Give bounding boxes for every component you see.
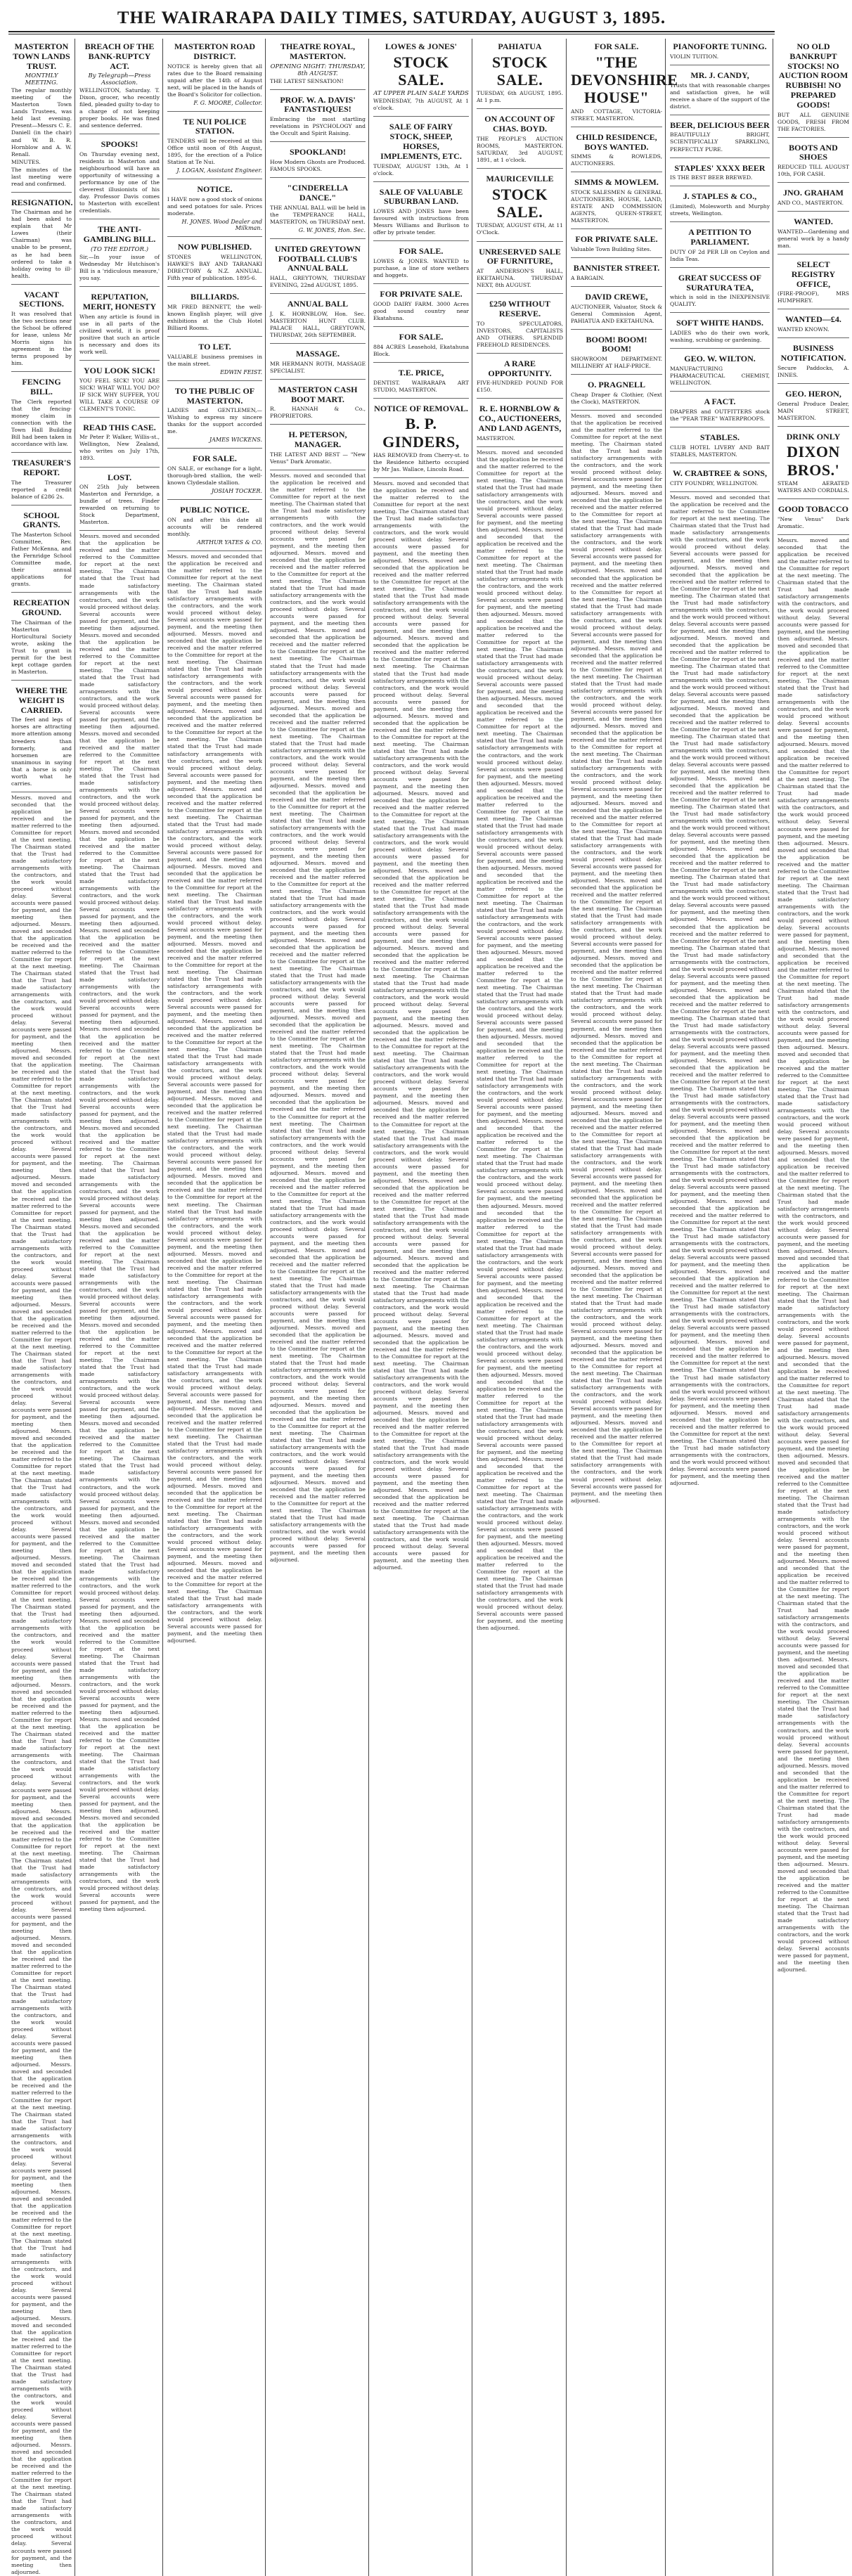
article-heading: ON ACCOUNT OF CHAS. BOYD. xyxy=(484,114,555,134)
article-text: LADIES who do their own work, washing, scrubbing or gardening. xyxy=(670,330,770,344)
article-heading: THE ANTI-GAMBLING BILL. xyxy=(83,224,156,245)
article-text: The feet and legs of horses are attracting more attention among breeders than formerly, and horsemen are unanimous in saying that a horse is only worth what he carries. xyxy=(11,716,72,787)
article xyxy=(373,329,469,363)
column-3 xyxy=(164,39,266,2576)
article-heading: TO LET. xyxy=(198,341,231,352)
article-heading: UNITED GREYTOWN FOOTBALL CLUB'S ANNUAL BALL xyxy=(274,243,361,273)
article xyxy=(11,683,72,792)
article-heading: MASTERTON CASH BOOT MART. xyxy=(278,384,358,404)
article xyxy=(373,184,469,242)
article-heading: H. PETERSON, MANAGER. xyxy=(288,430,347,450)
article-text: Valuable Town Building Sites. xyxy=(571,246,652,253)
article xyxy=(270,92,366,143)
article-text: MR FRED BENNETT, the well-known English player, will give exhibitions at the Club Hotel Billiard Rooms. xyxy=(167,303,262,331)
article-text: How Modern Ghosts are Produced. FAMOUS SPOOKS. xyxy=(270,159,366,173)
article-text: AND CO., MASTERTON. xyxy=(777,200,844,207)
article-heading: LOWES & JONES' xyxy=(385,41,458,51)
article-heading: UNRESERVED SALE OF FURNITURE, xyxy=(479,246,561,266)
article-text: YOU FEEL SICK! YOU ARE SICK! WHAT WILL YOU DO? IF SICK WHY SUFFER, YOU WILL TAKE A COURSE OF CLEMENT'S TONIC. xyxy=(79,377,160,412)
article-heading: STAPLES' XXXX BEER xyxy=(674,162,766,173)
article-heading: YOU LOOK SICK! xyxy=(83,365,155,375)
article xyxy=(270,180,366,239)
article xyxy=(270,39,366,90)
article-text: IS THE BEST BEER BREWED. xyxy=(670,174,753,181)
article-signature: G. W. JONES, Hon. Sec. xyxy=(298,226,366,233)
article-text: BEAUTIFULLY BRIGHT, SCIENTIFICALLY SPARKLING, PERFECTLY PURE. xyxy=(670,131,770,153)
article-signature: J. LOGAN, Assistant Engineer. xyxy=(176,167,262,174)
article xyxy=(571,377,662,411)
article-text: A BARGAIN. xyxy=(571,274,605,281)
article-subheading: (TO THE EDITOR.) xyxy=(90,246,149,254)
article xyxy=(670,430,770,463)
article xyxy=(477,356,563,399)
article-heading: SELECT REGISTRY OFFICE, xyxy=(791,259,836,289)
article xyxy=(571,332,662,375)
article xyxy=(777,501,849,535)
article-heading: MASTERTON TOWN LANDS TRUST. xyxy=(13,41,70,71)
article xyxy=(477,244,563,295)
article-heading: J. STAPLES & CO., xyxy=(683,191,757,202)
column-4 xyxy=(267,39,369,2576)
article xyxy=(167,383,262,449)
article-display-heading: DIXON BROS.' xyxy=(787,443,840,479)
article-heading: SPOOKLAND! xyxy=(289,147,346,157)
article-heading: FENCING BILL. xyxy=(22,377,61,397)
article-subheading: MONTHLY MEETING. xyxy=(25,72,58,87)
article-text: Secure Paddocks, A. INNES. xyxy=(777,364,849,378)
article-text: I HAVE now a good stock of onions and seed potatoes for sale. Prices moderate. xyxy=(167,196,263,217)
article-signature: ARTHUR YATES & CO. xyxy=(197,539,262,546)
article xyxy=(777,185,849,212)
column-5 xyxy=(370,39,472,2576)
article-text: CITY FOUNDRY, WELLINGTON. xyxy=(670,479,759,487)
article-text: ON and after this date all accounts will be rendered monthly. xyxy=(167,517,262,538)
article xyxy=(477,39,563,109)
article-heading: MASSAGE. xyxy=(295,349,340,359)
article xyxy=(270,382,366,425)
article-heading: £250 WITHOUT RESERVE. xyxy=(489,299,550,318)
article-text: WEDNESDAY, 7th AUGUST, At 1 o'clock. xyxy=(373,98,469,112)
article xyxy=(79,420,160,468)
article-text: Sir,—In your issue of Wednesday Mr Hutchison's Bill is a 'ridiculous measure,' you say. xyxy=(79,254,160,282)
article-heading: BOOM! BOOM! BOOM! xyxy=(586,334,647,354)
article-heading: PROF. W. A. DAVIS' FANTASTIQUES! xyxy=(280,94,356,115)
article-text: MINUTES. xyxy=(11,158,41,165)
article xyxy=(167,502,262,551)
article-heading: BILLIARDS. xyxy=(190,292,240,302)
article-heading: THEATRE ROYAL, MASTERTON. xyxy=(280,41,356,61)
article xyxy=(270,427,366,470)
article-text: (Limited), Molesworth and Murphy streets, Wellington. xyxy=(670,203,770,217)
article-text: AUCTIONEER, Valuator, Stock & General Commission Agent, PAHIATUA AND EKETAHUNA. xyxy=(571,303,662,324)
article xyxy=(571,260,662,287)
article-text: 884 ACRES Leasehold, Ekatahuna Block. xyxy=(373,343,469,357)
column-body-type: Messrs. moved and seconded that the application be received and the matter referred to the Committee for report at the next meeting. The Chairman stated that the Trust had made satisfactory arrangements with the contractors, and the work would proceed without delay. Several accounts were passed for payment, and the meeting then adjourned. Messrs. moved and seconded that the application be received and the matter referred to the Committee for report at the next meeting. The Chairman stated that the Trust had made satisfactory arrangements with the contractors, and the work would proceed without delay. Several accounts were passed for payment, and the meeting then adjourned. Messrs. moved and seconded that the application be received and the matter referred to the Committee for report at the next meeting. The Chairman stated that the Trust had made satisfactory arrangements with the contractors, and the work would proceed without delay. Several accounts were passed for payment, and the meeting then adjourned. Messrs. moved and seconded that the application be received and the matter referred to the Committee for report at the next meeting. The Chairman stated that the Trust had made satisfactory arrangements with the contractors, and the work would proceed without delay. Several accounts were passed for payment, and the meeting then adjourned. Messrs. moved and seconded that the application be received and the matter referred to the Committee for report at the next meeting. The Chairman stated that the Trust had made satisfactory arrangements with the contractors, and the work would proceed without delay. Several accounts were passed for payment, and the meeting then adjourned. Messrs. moved and seconded that the application be received and the matter referred to the Committee for report at the next meeting. The Chairman stated that the Trust had made satisfactory arrangements with the contractors, and the work would proceed without delay. Several accounts were passed for payment, and the meeting then adjourned. Messrs. moved and seconded that the application be received and the matter referred to the Committee for report at the next meeting. The Chairman stated that the Trust had made satisfactory arrangements with the contractors, and the work would proceed without delay. Several accounts were passed for payment, and the meeting then adjourned. Messrs. moved and seconded that the application be received and the matter referred to the Committee for report at the next meeting. The Chairman stated that the Trust had made satisfactory arrangements with the contractors, and the work would proceed without delay. Several accounts were passed for payment, and the meeting then adjourned. Messrs. moved and seconded that the application be received and the matter referred to the Committee for report at the next meeting. The Chairman stated that the Trust had made satisfactory arrangements with the contractors, and the work would proceed without delay. Several accounts were passed for payment, and the meeting then adjourned. Messrs. moved and seconded that the application be received and the matter referred to the Committee for report at the next meeting. The Chairman stated that the Trust had made satisfactory arrangements with the contractors, and the work would proceed without delay. Several accounts were passed for payment, and the meeting then adjourned. Messrs. moved and seconded that the application be received and the matter referred to the Committee for report at the next meeting. The Chairman stated that the Trust had made satisfactory arrangements with the contractors, and the work would proceed without delay. Several accounts were passed for payment, and the meeting then adjourned. Messrs. moved and seconded that the application be received and the matter referred to the Committee for report at the next meeting. The Chairman stated that the Trust had made satisfactory arrangements with the contractors, and the work would proceed without delay. Several accounts were passed for payment, and the meeting then adjourned. Messrs. moved and seconded that the application be received and the matter referred to the Committee for report at the next meeting. The Chairman stated that the Trust had made satisfactory arrangements with the contractors, and the work would proceed without delay. Several accounts were passed for payment, and the meeting then adjourned. Messrs. moved and seconded that the application be received and the matter referred to the Committee for report at the next meeting. The Chairman stated that the Trust had made satisfactory arrangements with the contractors, and the work would proceed without delay. Several accounts were passed for payment, and the meeting then adjourned. xyxy=(670,494,770,1486)
article-text: LADIES and GENTLEMEN,—Wishing to express my sincere thanks for the support accorded me. xyxy=(167,407,262,435)
column-1 xyxy=(8,39,75,2576)
article-subheading: AT UPPER PLAIN SALE YARDS xyxy=(373,90,469,98)
article-heading: GREAT SUCCESS OF SURATURA TEA, xyxy=(678,272,762,292)
article-heading: NO OLD BANKRUPT STOCKS! NO AUCTION ROOM RUBBISH! NO PREPARED GOODS! xyxy=(778,41,848,110)
article-heading: RESIGNATION. xyxy=(11,197,73,207)
article xyxy=(79,363,160,418)
article-heading: JNO. GRAHAM xyxy=(783,188,844,198)
article xyxy=(11,287,72,373)
article xyxy=(373,243,469,284)
article-text: DRAPERS and OUTFITTERS stock the "PEAR TREE" WATERPROOFS. xyxy=(670,408,770,422)
columns xyxy=(8,39,849,2575)
article-text: The Treasurer reported a credit balance of £286 2s. xyxy=(11,479,72,500)
article xyxy=(670,188,770,222)
article-heading: REPUTATION, MERIT, HONESTY xyxy=(82,292,157,311)
article xyxy=(167,289,262,337)
article-heading: CHILD RESIDENCE, BOYS WANTED. xyxy=(576,131,657,152)
article xyxy=(777,429,849,499)
article xyxy=(477,296,563,354)
article xyxy=(373,365,469,399)
article-heading: SCHOOL GRANTS. xyxy=(22,510,60,530)
article-heading: TE NUI POLICE STATION. xyxy=(183,116,247,136)
article-heading: FOR SALE. xyxy=(193,453,237,464)
article-text: WELLINGTON, Saturday. T. Dixon, grocer, who recently filed, pleaded guilty to-day to a charge of not keeping proper books. He was fined and sentence deferred. xyxy=(79,87,160,129)
article-heading: BEER, DELICIOUS BEER xyxy=(670,120,770,130)
article-text: BUT ALL GENUINE GOODS, FRESH FROM THE FACTORIES. xyxy=(777,111,849,132)
column-body-type: Messrs. moved and seconded that the application be received and the matter referred to the Committee for report at the next meeting. The Chairman stated that the Trust had made satisfactory arrangements with the contractors, and the work would proceed without delay. Several accounts were passed for payment, and the meeting then adjourned. Messrs. moved and seconded that the application be received and the matter referred to the Committee for report at the next meeting. The Chairman stated that the Trust had made satisfactory arrangements with the contractors, and the work would proceed without delay. Several accounts were passed for payment, and the meeting then adjourned. Messrs. moved and seconded that the application be received and the matter referred to the Committee for report at the next meeting. The Chairman stated that the Trust had made satisfactory arrangements with the contractors, and the work would proceed without delay. Several accounts were passed for payment, and the meeting then adjourned. Messrs. moved and seconded that the application be received and the matter referred to the Committee for report at the next meeting. The Chairman stated that the Trust had made satisfactory arrangements with the contractors, and the work would proceed without delay. Several accounts were passed for payment, and the meeting then adjourned. Messrs. moved and seconded that the application be received and the matter referred to the Committee for report at the next meeting. The Chairman stated that the Trust had made satisfactory arrangements with the contractors, and the work would proceed without delay. Several accounts were passed for payment, and the meeting then adjourned. Messrs. moved and seconded that the application be received and the matter referred to the Committee for report at the next meeting. The Chairman stated that the Trust had made satisfactory arrangements with the contractors, and the work would proceed without delay. Several accounts were passed for payment, and the meeting then adjourned. Messrs. moved and seconded that the application be received and the matter referred to the Committee for report at the next meeting. The Chairman stated that the Trust had made satisfactory arrangements with the contractors, and the work would proceed without delay. Several accounts were passed for payment, and the meeting then adjourned. Messrs. moved and seconded that the application be received and the matter referred to the Committee for report at the next meeting. The Chairman stated that the Trust had made satisfactory arrangements with the contractors, and the work would proceed without delay. Several accounts were passed for payment, and the meeting then adjourned. Messrs. moved and seconded that the application be received and the matter referred to the Committee for report at the next meeting. The Chairman stated that the Trust had made satisfactory arrangements with the contractors, and the work would proceed without delay. Several accounts were passed for payment, and the meeting then adjourned. Messrs. moved and seconded that the application be received and the matter referred to the Committee for report at the next meeting. The Chairman stated that the Trust had made satisfactory arrangements with the contractors, and the work would proceed without delay. Several accounts were passed for payment, and the meeting then adjourned. Messrs. moved and seconded that the application be received and the matter referred to the Committee for report at the next meeting. The Chairman stated that the Trust had made satisfactory arrangements with the contractors, and the work would proceed without delay. Several accounts were passed for payment, and the meeting then adjourned. Messrs. moved and seconded that the application be received and the matter referred to the Committee for report at the next meeting. The Chairman stated that the Trust had made satisfactory arrangements with the contractors, and the work would proceed without delay. Several accounts were passed for payment, and the meeting then adjourned. Messrs. moved and seconded that the application be received and the matter referred to the Committee for report at the next meeting. The Chairman stated that the Trust had made satisfactory arrangements with the contractors, and the work would proceed without delay. Several accounts were passed for payment, and the meeting then adjourned. Messrs. moved and seconded that the application be received and the matter referred to the Committee for report at the next meeting. The Chairman stated that the Trust had made satisfactory arrangements with the contractors, and the work would proceed without delay. Several accounts were passed for payment, and the meeting then adjourned. xyxy=(571,413,662,1504)
column-body-type: Messrs. moved and seconded that the application be received and the matter referred to the Committee for report at the next meeting. The Chairman stated that the Trust had made satisfactory arrangements with the contractors, and the work would proceed without delay. Several accounts were passed for payment, and the meeting then adjourned. Messrs. moved and seconded that the application be received and the matter referred to the Committee for report at the next meeting. The Chairman stated that the Trust had made satisfactory arrangements with the contractors, and the work would proceed without delay. Several accounts were passed for payment, and the meeting then adjourned. Messrs. moved and seconded that the application be received and the matter referred to the Committee for report at the next meeting. The Chairman stated that the Trust had made satisfactory arrangements with the contractors, and the work would proceed without delay. Several accounts were passed for payment, and the meeting then adjourned. Messrs. moved and seconded that the application be received and the matter referred to the Committee for report at the next meeting. The Chairman stated that the Trust had made satisfactory arrangements with the contractors, and the work would proceed without delay. Several accounts were passed for payment, and the meeting then adjourned. Messrs. moved and seconded that the application be received and the matter referred to the Committee for report at the next meeting. The Chairman stated that the Trust had made satisfactory arrangements with the contractors, and the work would proceed without delay. Several accounts were passed for payment, and the meeting then adjourned. Messrs. moved and seconded that the application be received and the matter referred to the Committee for report at the next meeting. The Chairman stated that the Trust had made satisfactory arrangements with the contractors, and the work would proceed without delay. Several accounts were passed for payment, and the meeting then adjourned. Messrs. moved and seconded that the application be received and the matter referred to the Committee for report at the next meeting. The Chairman stated that the Trust had made satisfactory arrangements with the contractors, and the work would proceed without delay. Several accounts were passed for payment, and the meeting then adjourned. Messrs. moved and seconded that the application be received and the matter referred to the Committee for report at the next meeting. The Chairman stated that the Trust had made satisfactory arrangements with the contractors, and the work would proceed without delay. Several accounts were passed for payment, and the meeting then adjourned. Messrs. moved and seconded that the application be received and the matter referred to the Committee for report at the next meeting. The Chairman stated that the Trust had made satisfactory arrangements with the contractors, and the work would proceed without delay. Several accounts were passed for payment, and the meeting then adjourned. Messrs. moved and seconded that the application be received and the matter referred to the Committee for report at the next meeting. The Chairman stated that the Trust had made satisfactory arrangements with the contractors, and the work would proceed without delay. Several accounts were passed for payment, and the meeting then adjourned. Messrs. moved and seconded that the application be received and the matter referred to the Committee for report at the next meeting. The Chairman stated that the Trust had made satisfactory arrangements with the contractors, and the work would proceed without delay. Several accounts were passed for payment, and the meeting then adjourned. Messrs. moved and seconded that the application be received and the matter referred to the Committee for report at the next meeting. The Chairman stated that the Trust had made satisfactory arrangements with the contractors, and the work would proceed without delay. Several accounts were passed for payment, and the meeting then adjourned. Messrs. moved and seconded that the application be received and the matter referred to the Committee for report at the next meeting. The Chairman stated that the Trust had made satisfactory arrangements with the contractors, and the work would proceed without delay. Several accounts were passed for payment, and the meeting then adjourned. Messrs. moved and seconded that the application be received and the matter referred to the Committee for report at the next meeting. The Chairman stated that the Trust had made satisfactory arrangements with the contractors, and the work would proceed without delay. Several accounts were passed for payment, and the meeting then adjourned. xyxy=(167,553,262,1644)
article-text: TENDERS will be received at this Office until noon of 8th August, 1895, for the erection of a Police Station at Te Nui. xyxy=(167,138,262,166)
article-text: NOTICE is hereby given that all rates due to the Board remaining unpaid after the 14th of August next, will be placed in the hands of the Board's Solicitor for collection. xyxy=(167,63,262,98)
article xyxy=(270,296,366,344)
article-text: HAS REMOVED from Cherry-st. to the Residence hitherto occupied by Mr Jas. Wallace, Lincoln Road. xyxy=(373,452,469,473)
article xyxy=(79,136,160,219)
article xyxy=(373,119,469,181)
article-subheading: By Telegraph—Press Association. xyxy=(88,72,151,87)
article xyxy=(777,386,849,427)
article-heading: FOR PRIVATE SALE. xyxy=(575,234,658,245)
article xyxy=(477,401,563,446)
article-heading: A PETITION TO PARLIAMENT. xyxy=(688,227,751,247)
article-heading: FOR SALE. xyxy=(399,331,444,342)
article xyxy=(11,455,72,505)
article-text: VIOLIN TUITION. xyxy=(670,53,719,60)
column-body-type: Messrs. moved and seconded that the application be received and the matter referred to the Committee for report at the next meeting. The Chairman stated that the Trust had made satisfactory arrangements with the contractors, and the work would proceed without delay. Several accounts were passed for payment, and the meeting then adjourned. Messrs. moved and seconded that the application be received and the matter referred to the Committee for report at the next meeting. The Chairman stated that the Trust had made satisfactory arrangements with the contractors, and the work would proceed without delay. Several accounts were passed for payment, and the meeting then adjourned. Messrs. moved and seconded that the application be received and the matter referred to the Committee for report at the next meeting. The Chairman stated that the Trust had made satisfactory arrangements with the contractors, and the work would proceed without delay. Several accounts were passed for payment, and the meeting then adjourned. Messrs. moved and seconded that the application be received and the matter referred to the Committee for report at the next meeting. The Chairman stated that the Trust had made satisfactory arrangements with the contractors, and the work would proceed without delay. Several accounts were passed for payment, and the meeting then adjourned. Messrs. moved and seconded that the application be received and the matter referred to the Committee for report at the next meeting. The Chairman stated that the Trust had made satisfactory arrangements with the contractors, and the work would proceed without delay. Several accounts were passed for payment, and the meeting then adjourned. Messrs. moved and seconded that the application be received and the matter referred to the Committee for report at the next meeting. The Chairman stated that the Trust had made satisfactory arrangements with the contractors, and the work would proceed without delay. Several accounts were passed for payment, and the meeting then adjourned. Messrs. moved and seconded that the application be received and the matter referred to the Committee for report at the next meeting. The Chairman stated that the Trust had made satisfactory arrangements with the contractors, and the work would proceed without delay. Several accounts were passed for payment, and the meeting then adjourned. Messrs. moved and seconded that the application be received and the matter referred to the Committee for report at the next meeting. The Chairman stated that the Trust had made satisfactory arrangements with the contractors, and the work would proceed without delay. Several accounts were passed for payment, and the meeting then adjourned. Messrs. moved and seconded that the application be received and the matter referred to the Committee for report at the next meeting. The Chairman stated that the Trust had made satisfactory arrangements with the contractors, and the work would proceed without delay. Several accounts were passed for payment, and the meeting then adjourned. Messrs. moved and seconded that the application be received and the matter referred to the Committee for report at the next meeting. The Chairman stated that the Trust had made satisfactory arrangements with the contractors, and the work would proceed without delay. Several accounts were passed for payment, and the meeting then adjourned. Messrs. moved and seconded that the application be received and the matter referred to the Committee for report at the next meeting. The Chairman stated that the Trust had made satisfactory arrangements with the contractors, and the work would proceed without delay. Several accounts were passed for payment, and the meeting then adjourned. Messrs. moved and seconded that the application be received and the matter referred to the Committee for report at the next meeting. The Chairman stated that the Trust had made satisfactory arrangements with the contractors, and the work would proceed without delay. Several accounts were passed for payment, and the meeting then adjourned. Messrs. moved and seconded that the application be received and the matter referred to the Committee for report at the next meeting. The Chairman stated that the Trust had made satisfactory arrangements with the contractors, and the work would proceed without delay. Several accounts were passed for payment, and the meeting then adjourned. Messrs. moved and seconded that the application be received and the matter referred to the Committee for report at the next meeting. The Chairman stated that the Trust had made satisfactory arrangements with the contractors, and the work would proceed without delay. Several accounts were passed for payment, and the meeting then adjourned. xyxy=(373,480,469,1571)
article xyxy=(11,508,72,593)
article-text: Mr Peter P. Walker, Willis-st., Wellington, New Zealand, who writes on July 17th, 1893. xyxy=(79,434,160,462)
article-signature: JOSIAH TOCKER. xyxy=(211,488,262,495)
article-heading: WHERE THE WEIGHT IS CARRIED. xyxy=(15,685,68,715)
article-text: LOWES & JONES. WANTED to purchase, a line of store wethers and hoggets. xyxy=(373,258,469,279)
article-text: DENTIST. WAIRARAPA ART STUDIO, MASTERTON. xyxy=(373,379,469,393)
article xyxy=(373,286,469,327)
article-subheading: OPENING NIGHT: THURSDAY, 8th AUGUST. xyxy=(270,63,366,77)
article-heading: SPOOKS! xyxy=(101,139,138,150)
article-heading: SOFT WHITE HANDS. xyxy=(676,318,763,328)
article-text: WANTED KNOWN. xyxy=(777,326,830,333)
article-heading: PIANOFORTE TUNING. xyxy=(673,41,767,51)
article xyxy=(167,39,262,112)
article xyxy=(670,394,770,427)
article xyxy=(777,140,849,183)
article-heading: PAHIATUA xyxy=(498,41,542,51)
article-text: STONES WELLINGTON, HAWKE'S BAY AND TARANAKI DIRECTORY & N.Z. ANNUAL. Fifth year of publication. 1895-6. xyxy=(167,253,262,282)
article xyxy=(670,67,770,115)
article-heading: STABLES. xyxy=(699,432,740,442)
article xyxy=(670,315,770,349)
article-heading: NOTICE. xyxy=(197,184,233,195)
article-heading: DAVID CREWE, xyxy=(585,291,648,302)
article-heading: TO THE PUBLIC OF MASTERTON. xyxy=(174,385,255,406)
article xyxy=(373,401,469,478)
column-9 xyxy=(775,39,852,2576)
article-text: DUTY OF 2d PER LB on Ceylon and India Teas. xyxy=(670,248,770,262)
column-2 xyxy=(77,39,163,2576)
article xyxy=(79,221,160,287)
article-text: Trusts that with reasonable charges and satisfaction given, he will receive a share of the support of the district. xyxy=(670,82,770,110)
article-text: The Masterton School Committee, Rev. Father McKenna, and the Fernridge School Committee made, their annual applications for grants. xyxy=(11,532,72,588)
article-heading: GEO. HERON, xyxy=(785,388,841,399)
article-text: TUESDAY, AUGUST 13th, At 1 o'clock. xyxy=(373,162,469,176)
article-text: STOCK SALESMEN & GENERAL AUCTIONEERS, HOUSE, LAND, ESTATE AND COMMISSION AGENTS, QUEEN-STREET, MASTERTON. xyxy=(571,189,662,224)
article-text: Cheap Draper & Clothier, (Next the Clock), MASTERTON. xyxy=(571,392,662,406)
article xyxy=(670,351,770,392)
article-text: ON 25th July between Masterton and Fernridge, a bundle of trees. Finder rewarded on returning to Stock Department, Masterton. xyxy=(79,484,160,526)
article-text: R. HANNAH & Co., PROPRIETORS. xyxy=(270,406,366,420)
article-text: On Thursday evening next, residents in Masterton and neighbourhood will have an opportunity of witnessing a performance by one of the cleverest illusionists of his day. Professor Davis comes to Masterton with excellent credentials. xyxy=(79,151,160,214)
article-heading: T.E. PRICE, xyxy=(398,367,444,378)
article xyxy=(167,339,262,381)
article-text: The Chairman of the Masterton Horticultural Society wrote, asking the Trust to grant in permit for the best kept cottage garden in Masterton. xyxy=(11,619,72,676)
article-heading: BOOTS AND SHOES xyxy=(789,142,838,162)
article-text: The minutes of the last meeting were read and confirmed. xyxy=(11,166,72,187)
article-signature: F. G. MOORE, Collector. xyxy=(193,99,262,106)
article-display-heading: "THE DEVONSHIRE HOUSE" xyxy=(571,53,678,107)
article xyxy=(670,160,770,187)
article xyxy=(571,289,662,330)
article-heading: READ THIS CASE. xyxy=(83,422,156,432)
article-heading: BANNISTER STREET. xyxy=(573,263,660,273)
column-body-type: Messrs. moved and seconded that the application be received and the matter referred to the Committee for report at the next meeting. The Chairman stated that the Trust had made satisfactory arrangements with the contractors, and the work would proceed without delay. Several accounts were passed for payment, and the meeting then adjourned. Messrs. moved and seconded that the application be received and the matter referred to the Committee for report at the next meeting. The Chairman stated that the Trust had made satisfactory arrangements with the contractors, and the work would proceed without delay. Several accounts were passed for payment, and the meeting then adjourned. Messrs. moved and seconded that the application be received and the matter referred to the Committee for report at the next meeting. The Chairman stated that the Trust had made satisfactory arrangements with the contractors, and the work would proceed without delay. Several accounts were passed for payment, and the meeting then adjourned. Messrs. moved and seconded that the application be received and the matter referred to the Committee for report at the next meeting. The Chairman stated that the Trust had made satisfactory arrangements with the contractors, and the work would proceed without delay. Several accounts were passed for payment, and the meeting then adjourned. Messrs. moved and seconded that the application be received and the matter referred to the Committee for report at the next meeting. The Chairman stated that the Trust had made satisfactory arrangements with the contractors, and the work would proceed without delay. Several accounts were passed for payment, and the meeting then adjourned. Messrs. moved and seconded that the application be received and the matter referred to the Committee for report at the next meeting. The Chairman stated that the Trust had made satisfactory arrangements with the contractors, and the work would proceed without delay. Several accounts were passed for payment, and the meeting then adjourned. Messrs. moved and seconded that the application be received and the matter referred to the Committee for report at the next meeting. The Chairman stated that the Trust had made satisfactory arrangements with the contractors, and the work would proceed without delay. Several accounts were passed for payment, and the meeting then adjourned. Messrs. moved and seconded that the application be received and the matter referred to the Committee for report at the next meeting. The Chairman stated that the Trust had made satisfactory arrangements with the contractors, and the work would proceed without delay. Several accounts were passed for payment, and the meeting then adjourned. Messrs. moved and seconded that the application be received and the matter referred to the Committee for report at the next meeting. The Chairman stated that the Trust had made satisfactory arrangements with the contractors, and the work would proceed without delay. Several accounts were passed for payment, and the meeting then adjourned. Messrs. moved and seconded that the application be received and the matter referred to the Committee for report at the next meeting. The Chairman stated that the Trust had made satisfactory arrangements with the contractors, and the work would proceed without delay. Several accounts were passed for payment, and the meeting then adjourned. Messrs. moved and seconded that the application be received and the matter referred to the Committee for report at the next meeting. The Chairman stated that the Trust had made satisfactory arrangements with the contractors, and the work would proceed without delay. Several accounts were passed for payment, and the meeting then adjourned. Messrs. moved and seconded that the application be received and the matter referred to the Committee for report at the next meeting. The Chairman stated that the Trust had made satisfactory arrangements with the contractors, and the work would proceed without delay. Several accounts were passed for payment, and the meeting then adjourned. Messrs. moved and seconded that the application be received and the matter referred to the Committee for report at the next meeting. The Chairman stated that the Trust had made satisfactory arrangements with the contractors, and the work would proceed without delay. Several accounts were passed for payment, and the meeting then adjourned. Messrs. moved and seconded that the application be received and the matter referred to the Committee for report at the next meeting. The Chairman stated that the Trust had made satisfactory arrangements with the contractors, and the work would proceed without delay. Several accounts were passed for payment, and the meeting then adjourned. xyxy=(777,536,849,1973)
article-text: TO SPECULATORS, INVESTORS, CAPITALISTS AND OTHERS. SPLENDID FREEHOLD RESIDENCES. xyxy=(477,320,563,348)
article-text: CLUB HOTEL LIVERY AND BAIT STABLES, MASTERTON. xyxy=(670,444,770,458)
article-heading: SALE OF VALUABLE SUBURBAN LAND. xyxy=(379,186,463,207)
article-heading: DRINK ONLY xyxy=(786,431,841,442)
article xyxy=(571,129,662,173)
article-text: AT ANDERSON'S HALL, EKETAHUNA. THURSDAY NEXT, 8th AUGUST. xyxy=(477,268,563,289)
article-heading: "CINDERELLA DANCE." xyxy=(287,183,349,202)
article-heading: WANTED. xyxy=(794,217,833,227)
column-body-type: Messrs. moved and seconded that the application be received and the matter referred to the Committee for report at the next meeting. The Chairman stated that the Trust had made satisfactory arrangements with the contractors, and the work would proceed without delay. Several accounts were passed for payment, and the meeting then adjourned. Messrs. moved and seconded that the application be received and the matter referred to the Committee for report at the next meeting. The Chairman stated that the Trust had made satisfactory arrangements with the contractors, and the work would proceed without delay. Several accounts were passed for payment, and the meeting then adjourned. Messrs. moved and seconded that the application be received and the matter referred to the Committee for report at the next meeting. The Chairman stated that the Trust had made satisfactory arrangements with the contractors, and the work would proceed without delay. Several accounts were passed for payment, and the meeting then adjourned. Messrs. moved and seconded that the application be received and the matter referred to the Committee for report at the next meeting. The Chairman stated that the Trust had made satisfactory arrangements with the contractors, and the work would proceed without delay. Several accounts were passed for payment, and the meeting then adjourned. Messrs. moved and seconded that the application be received and the matter referred to the Committee for report at the next meeting. The Chairman stated that the Trust had made satisfactory arrangements with the contractors, and the work would proceed without delay. Several accounts were passed for payment, and the meeting then adjourned. Messrs. moved and seconded that the application be received and the matter referred to the Committee for report at the next meeting. The Chairman stated that the Trust had made satisfactory arrangements with the contractors, and the work would proceed without delay. Several accounts were passed for payment, and the meeting then adjourned. Messrs. moved and seconded that the application be received and the matter referred to the Committee for report at the next meeting. The Chairman stated that the Trust had made satisfactory arrangements with the contractors, and the work would proceed without delay. Several accounts were passed for payment, and the meeting then adjourned. Messrs. moved and seconded that the application be received and the matter referred to the Committee for report at the next meeting. The Chairman stated that the Trust had made satisfactory arrangements with the contractors, and the work would proceed without delay. Several accounts were passed for payment, and the meeting then adjourned. Messrs. moved and seconded that the application be received and the matter referred to the Committee for report at the next meeting. The Chairman stated that the Trust had made satisfactory arrangements with the contractors, and the work would proceed without delay. Several accounts were passed for payment, and the meeting then adjourned. Messrs. moved and seconded that the application be received and the matter referred to the Committee for report at the next meeting. The Chairman stated that the Trust had made satisfactory arrangements with the contractors, and the work would proceed without delay. Several accounts were passed for payment, and the meeting then adjourned. Messrs. moved and seconded that the application be received and the matter referred to the Committee for report at the next meeting. The Chairman stated that the Trust had made satisfactory arrangements with the contractors, and the work would proceed without delay. Several accounts were passed for payment, and the meeting then adjourned. Messrs. moved and seconded that the application be received and the matter referred to the Committee for report at the next meeting. The Chairman stated that the Trust had made satisfactory arrangements with the contractors, and the work would proceed without delay. Several accounts were passed for payment, and the meeting then adjourned. Messrs. moved and seconded that the application be received and the matter referred to the Committee for report at the next meeting. The Chairman stated that the Trust had made satisfactory arrangements with the contractors, and the work would proceed without delay. Several accounts were passed for payment, and the meeting then adjourned. Messrs. moved and seconded that the application be received and the matter referred to the Committee for report at the next meeting. The Chairman stated that the Trust had made satisfactory arrangements with the contractors, and the work would proceed without delay. Several accounts were passed for payment, and the meeting then adjourned. xyxy=(11,794,72,2575)
column-body-type: Messrs. moved and seconded that the application be received and the matter referred to the Committee for report at the next meeting. The Chairman stated that the Trust had made satisfactory arrangements with the contractors, and the work would proceed without delay. Several accounts were passed for payment, and the meeting then adjourned. Messrs. moved and seconded that the application be received and the matter referred to the Committee for report at the next meeting. The Chairman stated that the Trust had made satisfactory arrangements with the contractors, and the work would proceed without delay. Several accounts were passed for payment, and the meeting then adjourned. Messrs. moved and seconded that the application be received and the matter referred to the Committee for report at the next meeting. The Chairman stated that the Trust had made satisfactory arrangements with the contractors, and the work would proceed without delay. Several accounts were passed for payment, and the meeting then adjourned. Messrs. moved and seconded that the application be received and the matter referred to the Committee for report at the next meeting. The Chairman stated that the Trust had made satisfactory arrangements with the contractors, and the work would proceed without delay. Several accounts were passed for payment, and the meeting then adjourned. Messrs. moved and seconded that the application be received and the matter referred to the Committee for report at the next meeting. The Chairman stated that the Trust had made satisfactory arrangements with the contractors, and the work would proceed without delay. Several accounts were passed for payment, and the meeting then adjourned. Messrs. moved and seconded that the application be received and the matter referred to the Committee for report at the next meeting. The Chairman stated that the Trust had made satisfactory arrangements with the contractors, and the work would proceed without delay. Several accounts were passed for payment, and the meeting then adjourned. Messrs. moved and seconded that the application be received and the matter referred to the Committee for report at the next meeting. The Chairman stated that the Trust had made satisfactory arrangements with the contractors, and the work would proceed without delay. Several accounts were passed for payment, and the meeting then adjourned. Messrs. moved and seconded that the application be received and the matter referred to the Committee for report at the next meeting. The Chairman stated that the Trust had made satisfactory arrangements with the contractors, and the work would proceed without delay. Several accounts were passed for payment, and the meeting then adjourned. Messrs. moved and seconded that the application be received and the matter referred to the Committee for report at the next meeting. The Chairman stated that the Trust had made satisfactory arrangements with the contractors, and the work would proceed without delay. Several accounts were passed for payment, and the meeting then adjourned. Messrs. moved and seconded that the application be received and the matter referred to the Committee for report at the next meeting. The Chairman stated that the Trust had made satisfactory arrangements with the contractors, and the work would proceed without delay. Several accounts were passed for payment, and the meeting then adjourned. Messrs. moved and seconded that the application be received and the matter referred to the Committee for report at the next meeting. The Chairman stated that the Trust had made satisfactory arrangements with the contractors, and the work would proceed without delay. Several accounts were passed for payment, and the meeting then adjourned. Messrs. moved and seconded that the application be received and the matter referred to the Committee for report at the next meeting. The Chairman stated that the Trust had made satisfactory arrangements with the contractors, and the work would proceed without delay. Several accounts were passed for payment, and the meeting then adjourned. Messrs. moved and seconded that the application be received and the matter referred to the Committee for report at the next meeting. The Chairman stated that the Trust had made satisfactory arrangements with the contractors, and the work would proceed without delay. Several accounts were passed for payment, and the meeting then adjourned. Messrs. moved and seconded that the application be received and the matter referred to the Committee for report at the next meeting. The Chairman stated that the Trust had made satisfactory arrangements with the contractors, and the work would proceed without delay. Several accounts were passed for payment, and the meeting then adjourned. xyxy=(79,533,160,1913)
article xyxy=(777,257,849,309)
article-text: It was resolved that the two sections near the School be offered for lease, unless Mr Morris signs his agreement in the terms proposed by him. xyxy=(11,311,72,367)
article-heading: PUBLIC NOTICE. xyxy=(180,505,250,515)
article-heading: BREACH OF THE BANK-RUPTCY ACT. xyxy=(84,41,155,71)
article xyxy=(670,270,770,314)
article-text: TUESDAY, 6th AUGUST, 1895. At 1 p.m. xyxy=(477,90,563,104)
article-text: ON SALE, or exchange for a light, thorough-bred stallion, the well-known Clydesdale stallion. xyxy=(167,465,262,487)
article-text: WANTED—Gardening and general work by a handy man. xyxy=(777,228,849,249)
article-text: SIMMS & ROWLEDS, AUCTIONEERS. xyxy=(571,153,662,167)
article-display-heading: STOCK SALE. xyxy=(393,53,449,89)
article xyxy=(167,239,262,287)
column-7 xyxy=(568,39,678,2576)
article xyxy=(373,39,469,117)
article-text: "New Venus" Dark Aromatic. xyxy=(777,515,849,529)
article-heading: VACANT SECTIONS. xyxy=(19,289,64,309)
article-text: MR HERMANN ROTH, MASSAGE SPECIALIST. xyxy=(270,360,366,374)
article-heading: MR. J. CANDY, xyxy=(690,70,749,80)
article xyxy=(670,39,770,65)
article-heading: NOW PUBLISHED. xyxy=(177,242,252,252)
article xyxy=(571,174,662,229)
column-6 xyxy=(474,39,567,2576)
article-signature: JAMES WICKENS. xyxy=(209,437,262,444)
article-text: When any article is found in use in all parts of the civilized world, it is proof positive that such an article is necessary and does its work well. xyxy=(79,313,160,355)
article xyxy=(477,111,563,169)
article xyxy=(670,224,770,268)
column-body-type: Messrs. moved and seconded that the application be received and the matter referred to the Committee for report at the next meeting. The Chairman stated that the Trust had made satisfactory arrangements with the contractors, and the work would proceed without delay. Several accounts were passed for payment, and the meeting then adjourned. Messrs. moved and seconded that the application be received and the matter referred to the Committee for report at the next meeting. The Chairman stated that the Trust had made satisfactory arrangements with the contractors, and the work would proceed without delay. Several accounts were passed for payment, and the meeting then adjourned. Messrs. moved and seconded that the application be received and the matter referred to the Committee for report at the next meeting. The Chairman stated that the Trust had made satisfactory arrangements with the contractors, and the work would proceed without delay. Several accounts were passed for payment, and the meeting then adjourned. Messrs. moved and seconded that the application be received and the matter referred to the Committee for report at the next meeting. The Chairman stated that the Trust had made satisfactory arrangements with the contractors, and the work would proceed without delay. Several accounts were passed for payment, and the meeting then adjourned. Messrs. moved and seconded that the application be received and the matter referred to the Committee for report at the next meeting. The Chairman stated that the Trust had made satisfactory arrangements with the contractors, and the work would proceed without delay. Several accounts were passed for payment, and the meeting then adjourned. Messrs. moved and seconded that the application be received and the matter referred to the Committee for report at the next meeting. The Chairman stated that the Trust had made satisfactory arrangements with the contractors, and the work would proceed without delay. Several accounts were passed for payment, and the meeting then adjourned. Messrs. moved and seconded that the application be received and the matter referred to the Committee for report at the next meeting. The Chairman stated that the Trust had made satisfactory arrangements with the contractors, and the work would proceed without delay. Several accounts were passed for payment, and the meeting then adjourned. Messrs. moved and seconded that the application be received and the matter referred to the Committee for report at the next meeting. The Chairman stated that the Trust had made satisfactory arrangements with the contractors, and the work would proceed without delay. Several accounts were passed for payment, and the meeting then adjourned. Messrs. moved and seconded that the application be received and the matter referred to the Committee for report at the next meeting. The Chairman stated that the Trust had made satisfactory arrangements with the contractors, and the work would proceed without delay. Several accounts were passed for payment, and the meeting then adjourned. Messrs. moved and seconded that the application be received and the matter referred to the Committee for report at the next meeting. The Chairman stated that the Trust had made satisfactory arrangements with the contractors, and the work would proceed without delay. Several accounts were passed for payment, and the meeting then adjourned. Messrs. moved and seconded that the application be received and the matter referred to the Committee for report at the next meeting. The Chairman stated that the Trust had made satisfactory arrangements with the contractors, and the work would proceed without delay. Several accounts were passed for payment, and the meeting then adjourned. Messrs. moved and seconded that the application be received and the matter referred to the Committee for report at the next meeting. The Chairman stated that the Trust had made satisfactory arrangements with the contractors, and the work would proceed without delay. Several accounts were passed for payment, and the meeting then adjourned. Messrs. moved and seconded that the application be received and the matter referred to the Committee for report at the next meeting. The Chairman stated that the Trust had made satisfactory arrangements with the contractors, and the work would proceed without delay. Several accounts were passed for payment, and the meeting then adjourned. Messrs. moved and seconded that the application be received and the matter referred to the Committee for report at the next meeting. The Chairman stated that the Trust had made satisfactory arrangements with the contractors, and the work would proceed without delay. Several accounts were passed for payment, and the meeting then adjourned. xyxy=(270,472,366,1564)
article-text: Embracing the most startling revelations in PSYCHOLOGY and the Occult and Spirit Raising. xyxy=(270,116,366,137)
article xyxy=(270,346,366,380)
masthead: THE WAIRARAPA DAILY TIMES, SATURDAY, AUGUST 3, 1895. xyxy=(117,8,666,27)
article-heading: SIMMS & MOWLEM. xyxy=(574,177,659,188)
article-text: VALUABLE business premises in the main street. xyxy=(167,353,262,367)
article xyxy=(11,39,72,193)
article-text: HALL, GREYTOWN, THURSDAY EVENING, 22nd AUGUST, 1895. xyxy=(270,275,366,289)
article-heading: FOR PRIVATE SALE. xyxy=(380,289,463,300)
article-text: The Clerk reported that the fencing-money claim in connection with the Town Hall Building Bill had been taken in accordance with law. xyxy=(11,398,72,447)
article-heading: RECREATION GROUND. xyxy=(13,598,70,618)
article-heading: FOR SALE. xyxy=(399,246,444,257)
article-heading: WANTED—£4. xyxy=(785,314,841,325)
article xyxy=(11,195,72,285)
masthead-rule xyxy=(8,31,775,32)
article-heading: GEO. W. WILTON. xyxy=(684,354,756,364)
article-text: REDUCED TILL AUGUST 10th, FOR CASH. xyxy=(777,164,849,178)
article-heading: BUSINESS NOTIFICATION. xyxy=(780,343,846,363)
article-text: THE LATEST AND BEST — "New Venus" Dark Aromatic. xyxy=(270,451,366,465)
article-text: STEAM AERATED WATERS AND CORDIALS. xyxy=(777,480,849,494)
article-heading: MAURICEVILLE xyxy=(486,174,554,184)
article-text: THE LATEST SENSATION! xyxy=(270,77,344,84)
article xyxy=(11,374,72,453)
article xyxy=(270,144,366,178)
article-heading: A FACT. xyxy=(704,397,736,407)
article-heading: A RARE OPPORTUNITY. xyxy=(488,358,552,378)
article xyxy=(79,470,160,532)
article-text: SHOWROOM DEPARTMENT. MILLINERY AT HALF-PRICE. xyxy=(571,356,662,370)
article xyxy=(167,114,262,180)
article-heading: ANNUAL BALL xyxy=(287,299,349,309)
article xyxy=(670,465,770,492)
article xyxy=(670,117,770,158)
article-text: THE ANNUAL BALL will be held in the TEMPERANCE HALL, MASTERTON, on THURSDAY next. xyxy=(270,204,366,225)
article-heading: O. PRAGNELL xyxy=(587,380,645,390)
article-text: General Produce Dealer, MAIN STREET, MASTERTON. xyxy=(777,400,849,421)
article-display-heading: B. P. GINDERS, xyxy=(382,415,460,451)
article-heading: FOR SALE. xyxy=(594,41,639,51)
article xyxy=(477,171,563,241)
article-heading: NOTICE OF REMOVAL. xyxy=(374,403,468,413)
article-text: GOOD DAIRY FARM. 3000 Acres good sound country near Ekatahuna. xyxy=(373,300,469,321)
article-text: J. K. HORNBLOW, Hon. Sec. MASTERTON HUNT CLUB. PALACE HALL, GREYTOWN, THURSDAY, 26th SEPTEMBER. xyxy=(270,310,366,338)
article-text: The regular monthly meeting of the Masterton Town Lands Trustees, was held last evening. Present—Messrs C. E. Daniell (in the chair) and W. B. R. Hornblow and A. W. Renall. xyxy=(11,87,72,157)
article-heading: TREASURER'S REPORT. xyxy=(11,457,72,477)
article-heading: SALE OF FAIRY STOCK, SHEEP, HORSES, IMPLEMENTS, ETC. xyxy=(380,122,462,161)
article xyxy=(167,181,262,237)
article-heading: GOOD TOBACCO xyxy=(778,504,848,515)
article-heading: MASTERTON ROAD DISTRICT. xyxy=(174,41,256,61)
column-8 xyxy=(667,39,773,2576)
article-heading: LOST. xyxy=(107,472,132,482)
article-heading: W. CRABTREE & SONS, xyxy=(673,468,767,478)
article xyxy=(167,451,262,500)
article-text: The Chairman and he had been asked to explain that Mr Lowes (their Chairman) was unable to be present, as he had been ordered to take a holiday owing to ill-health. xyxy=(11,209,72,279)
article-signature: H. JONES. Wood Dealer and Milkman. xyxy=(181,219,262,232)
article-display-heading: STOCK SALE. xyxy=(491,53,548,89)
article xyxy=(571,231,662,258)
article xyxy=(79,39,160,134)
article-text: MANUFACTURING PHARMACEUTICAL CHEMIST, WELLINGTON. xyxy=(670,366,770,387)
article xyxy=(777,340,849,384)
article-heading: R. E. HORNBLOW & CO., AUCTIONEERS, AND LAND AGENTS, xyxy=(478,404,562,434)
article-text: (FIRE-PROOF), MRS HUMPHREY. xyxy=(777,290,849,304)
article xyxy=(777,311,849,338)
article xyxy=(777,214,849,255)
article xyxy=(11,595,72,681)
column-body-type: Messrs. moved and seconded that the application be received and the matter referred to the Committee for report at the next meeting. The Chairman stated that the Trust had made satisfactory arrangements with the contractors, and the work would proceed without delay. Several accounts were passed for payment, and the meeting then adjourned. Messrs. moved and seconded that the application be received and the matter referred to the Committee for report at the next meeting. The Chairman stated that the Trust had made satisfactory arrangements with the contractors, and the work would proceed without delay. Several accounts were passed for payment, and the meeting then adjourned. Messrs. moved and seconded that the application be received and the matter referred to the Committee for report at the next meeting. The Chairman stated that the Trust had made satisfactory arrangements with the contractors, and the work would proceed without delay. Several accounts were passed for payment, and the meeting then adjourned. Messrs. moved and seconded that the application be received and the matter referred to the Committee for report at the next meeting. The Chairman stated that the Trust had made satisfactory arrangements with the contractors, and the work would proceed without delay. Several accounts were passed for payment, and the meeting then adjourned. Messrs. moved and seconded that the application be received and the matter referred to the Committee for report at the next meeting. The Chairman stated that the Trust had made satisfactory arrangements with the contractors, and the work would proceed without delay. Several accounts were passed for payment, and the meeting then adjourned. Messrs. moved and seconded that the application be received and the matter referred to the Committee for report at the next meeting. The Chairman stated that the Trust had made satisfactory arrangements with the contractors, and the work would proceed without delay. Several accounts were passed for payment, and the meeting then adjourned. Messrs. moved and seconded that the application be received and the matter referred to the Committee for report at the next meeting. The Chairman stated that the Trust had made satisfactory arrangements with the contractors, and the work would proceed without delay. Several accounts were passed for payment, and the meeting then adjourned. Messrs. moved and seconded that the application be received and the matter referred to the Committee for report at the next meeting. The Chairman stated that the Trust had made satisfactory arrangements with the contractors, and the work would proceed without delay. Several accounts were passed for payment, and the meeting then adjourned. Messrs. moved and seconded that the application be received and the matter referred to the Committee for report at the next meeting. The Chairman stated that the Trust had made satisfactory arrangements with the contractors, and the work would proceed without delay. Several accounts were passed for payment, and the meeting then adjourned. Messrs. moved and seconded that the application be received and the matter referred to the Committee for report at the next meeting. The Chairman stated that the Trust had made satisfactory arrangements with the contractors, and the work would proceed without delay. Several accounts were passed for payment, and the meeting then adjourned. Messrs. moved and seconded that the application be received and the matter referred to the Committee for report at the next meeting. The Chairman stated that the Trust had made satisfactory arrangements with the contractors, and the work would proceed without delay. Several accounts were passed for payment, and the meeting then adjourned. Messrs. moved and seconded that the application be received and the matter referred to the Committee for report at the next meeting. The Chairman stated that the Trust had made satisfactory arrangements with the contractors, and the work would proceed without delay. Several accounts were passed for payment, and the meeting then adjourned. Messrs. moved and seconded that the application be received and the matter referred to the Committee for report at the next meeting. The Chairman stated that the Trust had made satisfactory arrangements with the contractors, and the work would proceed without delay. Several accounts were passed for payment, and the meeting then adjourned. Messrs. moved and seconded that the application be received and the matter referred to the Committee for report at the next meeting. The Chairman stated that the Trust had made satisfactory arrangements with the contractors, and the work would proceed without delay. Several accounts were passed for payment, and the meeting then adjourned. xyxy=(477,449,563,1632)
article-text: MASTERTON. xyxy=(477,434,515,442)
article-text: TUESDAY, AUGUST 6TH, At 11 O'Clock. xyxy=(477,222,563,236)
article xyxy=(79,289,160,361)
article-signature: EDWIN FEIST. xyxy=(220,368,262,375)
article-text: THE PEOPLE'S AUCTION ROOMS, MASTERTON. SATURDAY, 3rd AUGUST, 1891, at 1 o'clock. xyxy=(477,136,563,164)
article-text: AND COTTAGE, VICTORIA-STREET, MASTERTON. xyxy=(571,108,662,122)
article xyxy=(777,39,849,138)
article-text: which is sold in the INEXPENSIVE QUALITY. xyxy=(670,294,770,308)
article xyxy=(270,241,366,294)
article-display-heading: STOCK SALE. xyxy=(491,185,548,221)
article xyxy=(571,39,678,127)
article-text: FIVE-HUNDRED POUND FOR £150. xyxy=(477,380,563,394)
article-text: LOWES AND JONES have been favoured with instructions from Messrs Williams and Burlison to offer by private tender. xyxy=(373,208,469,236)
